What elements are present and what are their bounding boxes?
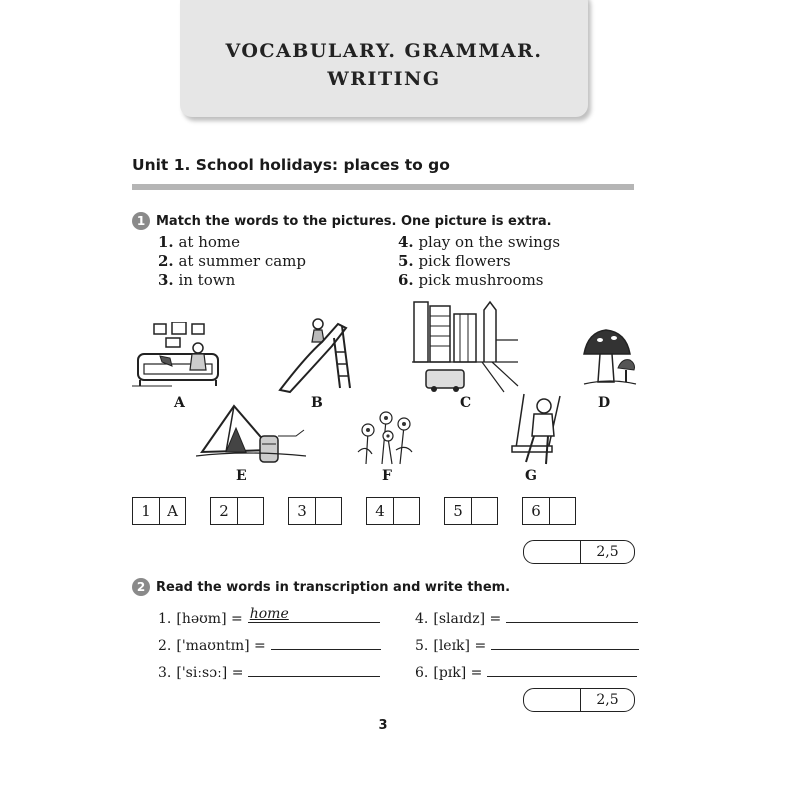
flowers-icon: [352, 404, 420, 466]
answer-box[interactable]: [132, 497, 186, 525]
phrase-item: 2. at summer camp: [158, 252, 306, 270]
answer-box[interactable]: [522, 497, 576, 525]
section-title-line-1: VOCABULARY. GRAMMAR.: [225, 40, 543, 62]
answer-line[interactable]: [271, 633, 381, 650]
answer-number: 6: [523, 498, 550, 524]
score-blank[interactable]: [524, 689, 581, 711]
phrase-item: 5. pick flowers: [398, 252, 511, 270]
living-room-sofa-icon: [132, 322, 222, 392]
answer-box[interactable]: [210, 497, 264, 525]
picture-label: G: [525, 468, 537, 484]
task-1-score-box: [523, 540, 635, 564]
answer-value[interactable]: A: [167, 502, 178, 520]
score-blank[interactable]: [524, 541, 581, 563]
task-2-heading: [132, 578, 510, 596]
picture-label: F: [382, 468, 392, 484]
page-number: 3: [378, 718, 388, 733]
answer-number: 4: [367, 498, 394, 524]
answer-value[interactable]: [472, 498, 497, 524]
answer-line[interactable]: [491, 633, 639, 650]
picture-label: A: [174, 395, 185, 411]
task-number-badge: 2: [132, 578, 150, 596]
transcription-item: 6. [pɪk] =: [415, 660, 637, 681]
task-instruction: Read the words in transcription and write them.: [156, 579, 511, 595]
phrase-item: 3. in town: [158, 271, 236, 289]
written-answer: home: [249, 606, 289, 622]
answer-value[interactable]: [394, 498, 419, 524]
answer-line[interactable]: [248, 660, 380, 677]
answer-box[interactable]: [288, 497, 342, 525]
phrase-item: 6. pick mushrooms: [398, 271, 544, 289]
picture-label: E: [236, 468, 247, 484]
answer-number: 3: [289, 498, 316, 524]
transcription-item: 5. [leɪk] =: [415, 633, 639, 654]
answer-number: 5: [445, 498, 472, 524]
transcription-item: 3. ['siːsɔː] =: [158, 660, 380, 681]
answer-number: 2: [211, 498, 238, 524]
town-buildings-icon: [412, 300, 522, 394]
answer-value[interactable]: [316, 498, 341, 524]
answer-box[interactable]: [366, 497, 420, 525]
swing-icon: [504, 392, 568, 468]
transcription-item: 4. [slaɪdz] =: [415, 606, 638, 627]
answer-line[interactable]: [506, 606, 638, 623]
answer-line[interactable]: [248, 606, 380, 623]
answer-line[interactable]: [487, 660, 637, 677]
picture-label: D: [598, 395, 611, 411]
transcription-item: 1. [həʊm] = home: [158, 606, 380, 627]
answer-box[interactable]: [444, 497, 498, 525]
phrase-item: 1. at home: [158, 233, 240, 251]
picture-label: C: [460, 395, 472, 411]
answer-value[interactable]: [238, 498, 263, 524]
answer-value[interactable]: [550, 498, 575, 524]
task-1-heading: [132, 212, 552, 230]
phrase-item: 4. play on the swings: [398, 233, 561, 251]
unit-title: Unit 1. School holidays: places to go: [132, 156, 450, 174]
slide-icon: [276, 316, 356, 394]
answer-number: 1: [133, 498, 160, 524]
score-max: 2,5: [596, 692, 619, 708]
section-header: [180, 0, 588, 117]
tent-camp-icon: [196, 400, 308, 470]
mushrooms-icon: [580, 328, 638, 388]
section-title-line-2: WRITING: [327, 68, 441, 90]
task-2-score-box: [523, 688, 635, 712]
picture-label: B: [311, 395, 323, 411]
score-max: 2,5: [596, 544, 619, 560]
unit-divider: [132, 184, 634, 190]
task-number-badge: 1: [132, 212, 150, 230]
transcription-item: 2. ['maʊntɪn] =: [158, 633, 381, 654]
task-instruction: Match the words to the pictures. One picture is extra.: [156, 213, 552, 229]
